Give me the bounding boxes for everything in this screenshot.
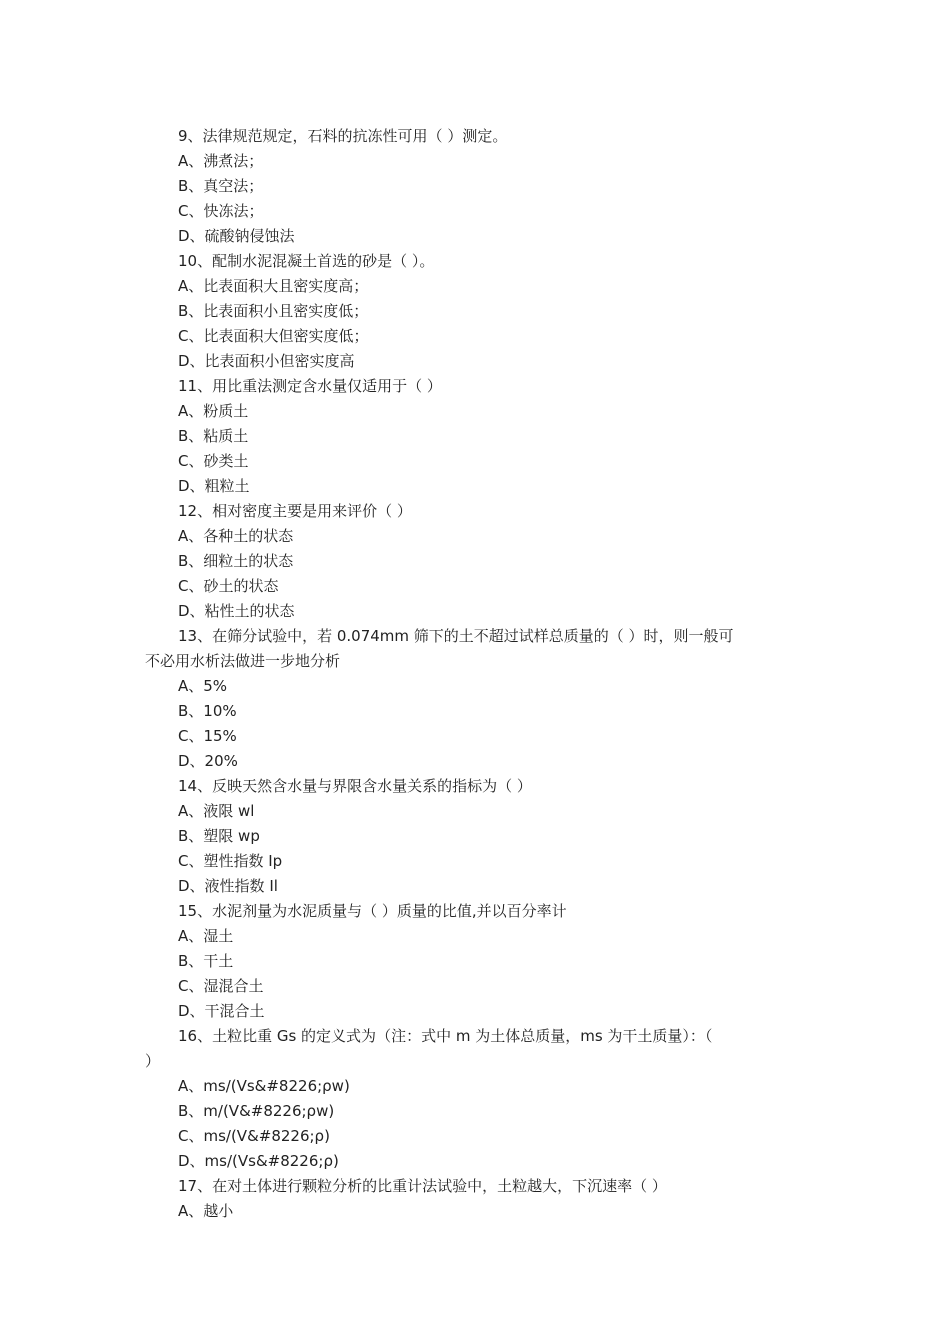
option-text: C、砂类土 bbox=[178, 452, 249, 470]
option-text: A、湿土 bbox=[178, 927, 234, 945]
option-text: C、15% bbox=[178, 727, 237, 745]
question-text: 16、土粒比重 Gs 的定义式为（注：式中 m 为土体总质量，ms 为干土质量）：（ bbox=[178, 1027, 713, 1045]
option-text: A、比表面积大且密实度高； bbox=[178, 277, 369, 295]
option-text: B、细粒土的状态 bbox=[178, 552, 294, 570]
option-text: B、比表面积小且密实度低； bbox=[178, 302, 369, 320]
option-text: B、m/(V&#8226;ρw) bbox=[178, 1102, 335, 1120]
option-text: D、ms/(Vs&#8226;ρ) bbox=[178, 1152, 339, 1170]
option-text: D、硫酸钠侵蚀法 bbox=[178, 227, 295, 245]
question-list bbox=[145, 124, 810, 1224]
option-text: D、干混合土 bbox=[178, 1002, 265, 1020]
option-text: B、真空法； bbox=[178, 177, 264, 195]
question-text: 11、用比重法测定含水量仅适用于（ ） bbox=[178, 377, 442, 395]
option-text: B、干土 bbox=[178, 952, 234, 970]
question-text: 9、法律规范规定，石料的抗冻性可用（ ）测定。 bbox=[178, 127, 508, 145]
option-text: A、各种土的状态 bbox=[178, 527, 294, 545]
question-text: 12、相对密度主要是用来评价（ ） bbox=[178, 502, 412, 520]
option-text: C、快冻法； bbox=[178, 202, 264, 220]
option-text: B、塑限 wp bbox=[178, 827, 260, 845]
question-text: 15、水泥剂量为水泥质量与（ ）质量的比值,并以百分率计 bbox=[178, 902, 567, 920]
option-text: D、20% bbox=[178, 752, 238, 770]
option-text: D、液性指数 Il bbox=[178, 877, 278, 895]
question-text: 17、在对土体进行颗粒分析的比重计法试验中，土粒越大，下沉速率（ ） bbox=[178, 1177, 667, 1195]
option-text: B、10% bbox=[178, 702, 237, 720]
option-text: A、越小 bbox=[178, 1202, 234, 1220]
option-text: A、5% bbox=[178, 677, 228, 695]
option-text: C、砂土的状态 bbox=[178, 577, 279, 595]
option-text: A、液限 wl bbox=[178, 802, 255, 820]
option-text: C、湿混合土 bbox=[178, 977, 264, 995]
option-text: A、沸煮法； bbox=[178, 152, 264, 170]
question-text: 14、反映天然含水量与界限含水量关系的指标为（ ） bbox=[178, 777, 532, 795]
option-text: A、ms/(Vs&#8226;ρw) bbox=[178, 1077, 350, 1095]
option-text: D、粘性土的状态 bbox=[178, 602, 295, 620]
question-text: 10、配制水泥混凝土首选的砂是（ ）。 bbox=[178, 252, 435, 270]
option-text: A、粉质土 bbox=[178, 402, 249, 420]
question-continuation: ） bbox=[145, 1052, 161, 1070]
option-text: B、粘质土 bbox=[178, 427, 249, 445]
option-text: D、粗粒土 bbox=[178, 477, 250, 495]
option-text: D、比表面积小但密实度高 bbox=[178, 352, 355, 370]
option-text: C、ms/(V&#8226;ρ) bbox=[178, 1127, 330, 1145]
option-text: C、比表面积大但密实度低； bbox=[178, 327, 369, 345]
question-continuation: 不必用水析法做进一步地分析 bbox=[145, 652, 341, 670]
option-text: C、塑性指数 Ip bbox=[178, 852, 283, 870]
question-text: 13、在筛分试验中，若 0.074mm 筛下的土不超过试样总质量的（ ）时，则一般可 bbox=[178, 627, 734, 645]
